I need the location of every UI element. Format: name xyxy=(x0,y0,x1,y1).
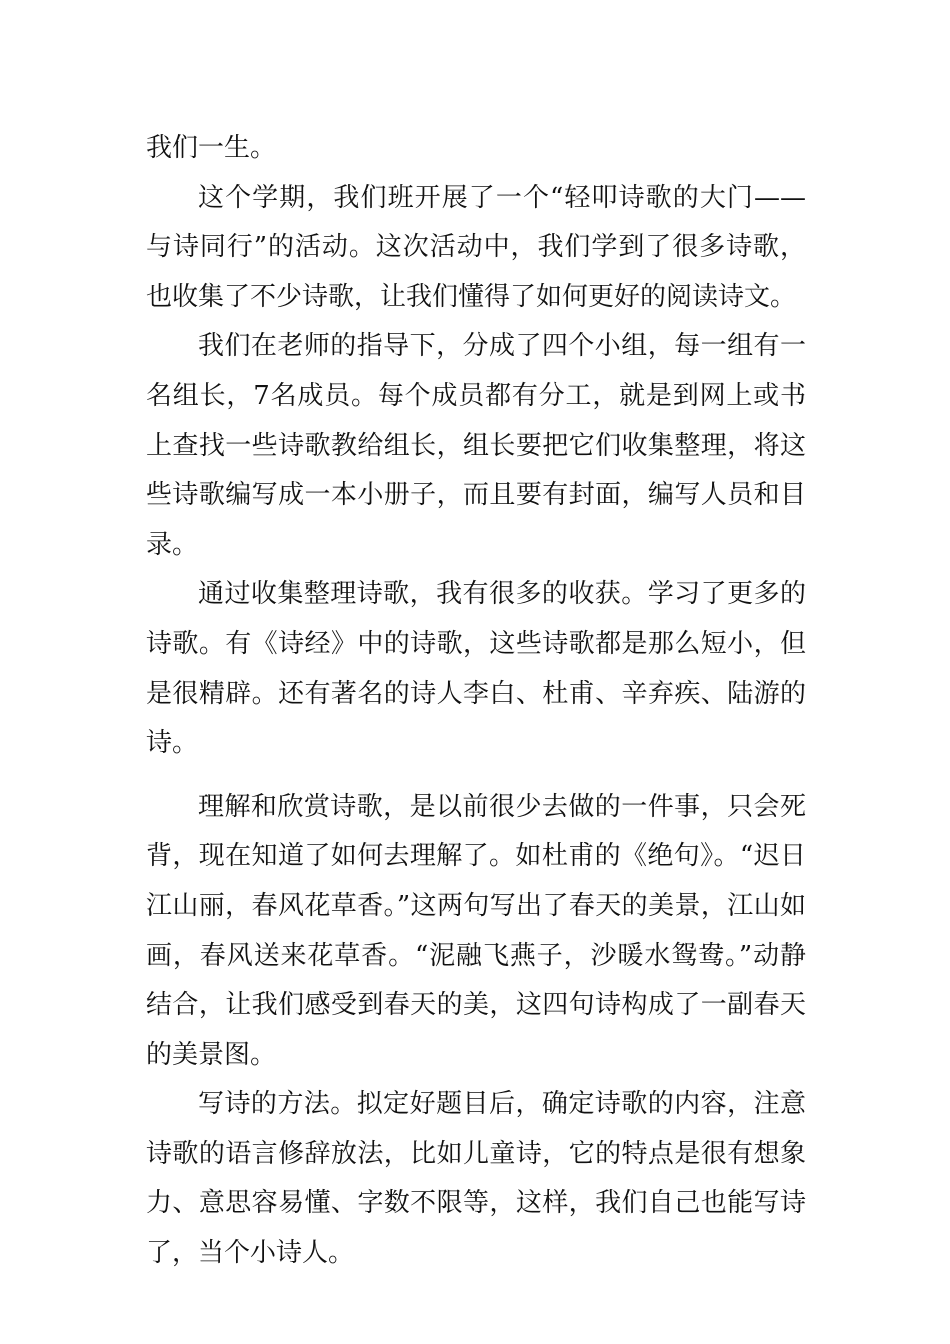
paragraph-gains: 通过收集整理诗歌，我有很多的收获。学习了更多的诗歌。有《诗经》中的诗歌，这些诗歌都是那么短小，但是很精辟。还有著名的诗人李白、杜甫、辛弃疾、陆游的诗。 xyxy=(146,579,806,759)
paragraph-groups: 我们在老师的指导下，分成了四个小组，每一组有一名组长，7名成员。每个成员都有分工，就是到网上或书上查找一些诗歌教给组长，组长要把它们收集整理，将这些诗歌编写成一本小册子，而且要有封面，编写人员和目录。 xyxy=(146,331,806,560)
paragraph-continuation: 我们一生。 xyxy=(146,133,277,163)
paragraph-activity: 这个学期，我们班开展了一个“轻叩诗歌的大门——与诗同行”的活动。这次活动中，我们学到了很多诗歌，也收集了不少诗歌，让我们懂得了如何更好的阅读诗文。 xyxy=(146,182,806,312)
paragraph-writing-method: 写诗的方法。拟定好题目后，确定诗歌的内容，注意诗歌的语言修辞放法，比如儿童诗，它的特点是很有想象力、意思容易懂、字数不限等，这样，我们自己也能写诗了，当个小诗人。 xyxy=(146,1089,806,1269)
essay-body xyxy=(146,124,806,1279)
paragraph-appreciation: 理解和欣赏诗歌，是以前很少去做的一件事，只会死背，现在知道了如何去理解了。如杜甫的《绝句》。“迟日江山丽，春风花草香。”这两句写出了春天的美景，江山如画，春风送来花草香。“泥融飞燕子，沙暖水鸳鸯。”动静结合，让我们感受到春天的美，这四句诗构成了一副春天的美景图。 xyxy=(146,791,806,1070)
